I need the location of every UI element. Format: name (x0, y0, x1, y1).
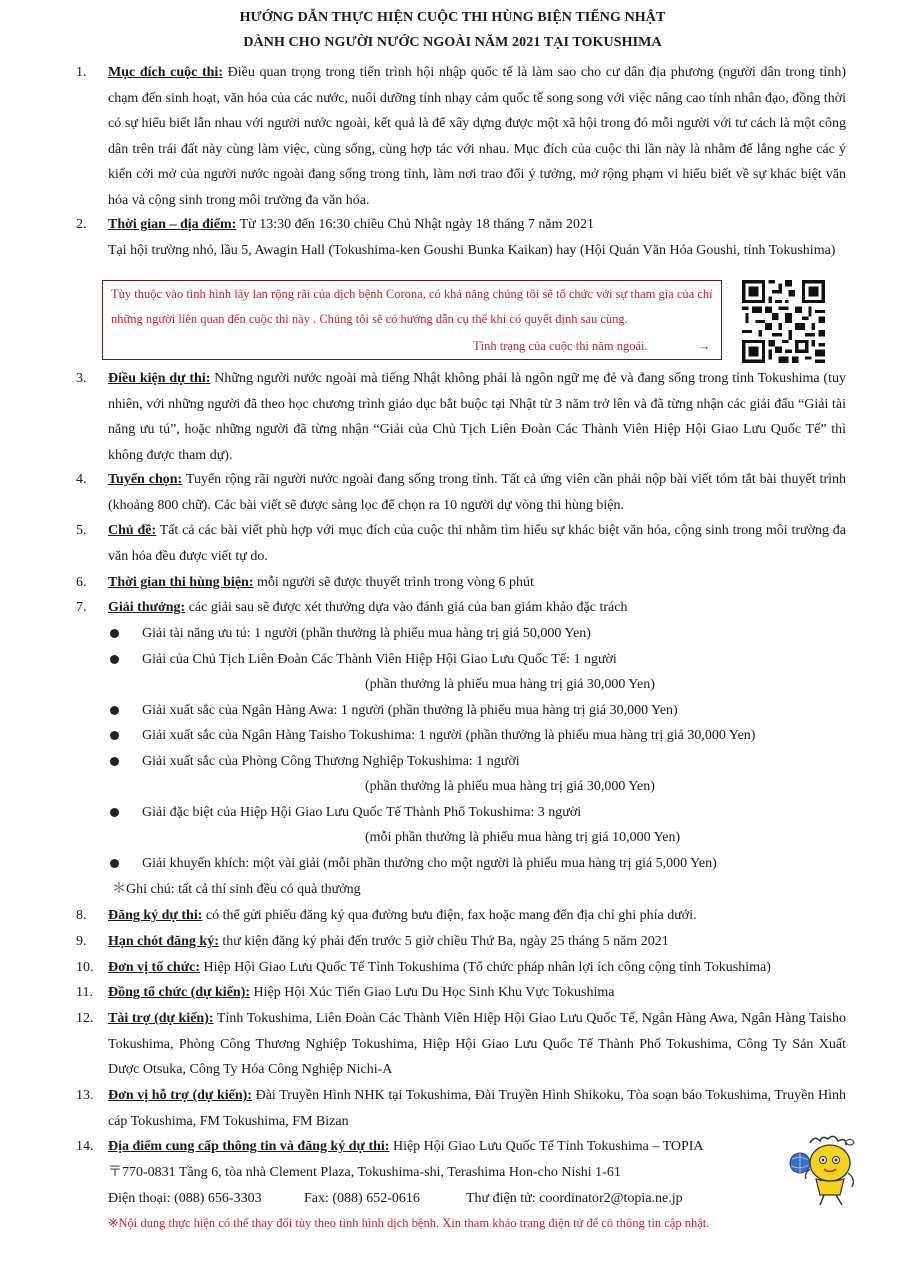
section-label: Đơn vị tổ chức: (108, 960, 200, 975)
section-text: Tuyển rộng rãi người nước ngoài đang sống trong tỉnh. Tất cả ứng viên cần phải nộp bài viết tóm tắt bài thuyết trình (khoảng 800 chữ). Các bài viết sẽ được sàng lọc để chọn ra 10 người dự vòng thi hùng biện. (108, 472, 846, 513)
award-item: Giải tài năng ưu tú: 1 người (phần thưởng là phiếu mua hàng trị giá 50,000 Yen) (110, 621, 591, 647)
section-label: Giải thưởng: (108, 600, 186, 615)
section-text: Đài Truyền Hình NHK tại Tokushima, Đài Truyền Hình Shikoku, Tòa soạn báo Tokushima, Truyền Hình cáp Tokushima, FM Tokushima, FM Bizan (108, 1088, 846, 1129)
section-number: 8. (76, 908, 87, 923)
section-number: 5. (76, 523, 87, 538)
section-number: 14. (76, 1139, 94, 1154)
contact-address: 〒770-0831 Tầng 6, tòa nhà Clement Plaza, Tokushima-shi, Terashima Hon-cho Nishi 1-61 (108, 1165, 621, 1180)
section-number: 10. (76, 960, 94, 975)
section-text: Hiệp Hội Giao Lưu Quốc Tế Tỉnh Tokushima – TOPIA (389, 1139, 704, 1154)
section-label: Mục đích cuộc thi: (108, 65, 223, 80)
arrow-right-icon: → (698, 339, 711, 353)
section-text: Những người nước ngoài mà tiếng Nhật không phải là ngôn ngữ mẹ đẻ và đang sống trong tỉnh Tokushima (tuy nhiên, với những người đã theo học chương trình giáo dục bắt buộc tại Nhật từ 3 năm trở lên và đã từng nhận các giải đấu “Giải tài năng ưu tú”, hoặc những người đã từng nhận “Giải của Chủ Tịch Liên Đoàn Các Thành Viên Hiệp Hội Giao Lưu Quốc Tế” thì không được tham dự). (108, 371, 846, 463)
section-text: có thể gửi phiếu đăng ký qua đường bưu điện, fax hoặc mang đến địa chỉ ghi phía dưới. (202, 908, 697, 923)
section-label: Điều kiện dự thi: (108, 371, 211, 386)
section-time-venue (76, 212, 846, 263)
section-topic (76, 518, 846, 569)
section-label: Thời gian – địa điểm: (108, 217, 237, 232)
bullet-icon (110, 808, 119, 817)
section-label: Hạn chót đăng ký: (108, 934, 219, 949)
document-title-line-2: DÀNH CHO NGƯỜI NƯỚC NGOÀI NĂM 2021 TẠI TOKUSHIMA (243, 35, 662, 50)
award-item: Giải xuất sắc của Ngân Hàng Taisho Tokushima: 1 người (phần thưởng là phiếu mua hàng trị giá 30,000 Yen) (110, 723, 755, 749)
section-selection (76, 467, 846, 518)
section-text: mỗi người sẽ được thuyết trình trong vòng 6 phút (253, 575, 534, 590)
section-number: 1. (76, 65, 87, 80)
section-number: 2. (76, 217, 87, 232)
section-label: Đơn vị hỗ trợ (dự kiến): (108, 1088, 252, 1103)
section-label: Thời gian thi hùng biện: (108, 575, 254, 590)
bullet-icon (110, 629, 119, 638)
section-text: các giải sau sẽ được xét thưởng dựa vào đánh giá của ban giám khảo đặc trách (185, 600, 628, 615)
section-supporters (76, 1083, 846, 1134)
bullet-icon (110, 706, 119, 715)
award-item-continuation: (phần thưởng là phiếu mua hàng trị giá 30,000 Yen) (365, 677, 655, 692)
section-registration (76, 903, 846, 929)
section-number: 4. (76, 472, 87, 487)
section-number: 6. (76, 575, 87, 590)
document-title-line-1: HƯỚNG DẪN THỰC HIỆN CUỘC THI HÙNG BIỆN TIẾNG NHẬT (239, 10, 666, 25)
section-text: thư kiện đăng ký phải đến trước 5 giờ chiều Thứ Ba, ngày 25 tháng 5 năm 2021 (218, 934, 669, 949)
award-item: Giải xuất sắc của Ngân Hàng Awa: 1 người (phần thưởng là phiếu mua hàng trị giá 30,000 Yen) (110, 698, 678, 724)
contact-phone: Điện thoại: (088) 656-3303 (108, 1191, 262, 1206)
section-awards (76, 595, 846, 621)
section-text: Điều quan trọng trong tiến trình hội nhập quốc tế là làm sao cho cư dân địa phương (người dân trong tỉnh) chạm đến sinh hoạt, văn hóa của các nước, nuôi dưỡng tính nhạy cảm quốc tế song song với việc nâng cao tính nhân đạo, đồng thời có sự hiểu biết lẫn nhau với người nước ngoài, kết quả là để xây dựng được một xã hội trong đó mỗi người với tư cách là một công dân trên trái đất này cùng làm việc, cùng sống, cùng hợp tác với nhau. Mục đích của cuộc thi lần này là nhằm để lắng nghe các ý kiến cởi mở của người nước ngoài đang sống trong tỉnh, làm nơi trao đổi ý tưởng, mở rộng phạm vi hiểu biết về sự khác biệt văn hóa và cộng sinh trong môi trường đa văn hóa. (108, 65, 846, 208)
section-co-organizer (76, 980, 846, 1006)
corona-notice-text: Tùy thuộc vào tình hình lây lan rộng rãi của dịch bệnh Corona, có khả năng chúng tôi sẽ tổ chức với sự tham gia của chỉ những người liên quan đến cuộc thi này . Chúng tôi sẽ có hướng dẫn cụ thể khi có quyết định sau cùng. (111, 287, 713, 326)
last-year-status-link[interactable]: Tình trạng của cuộc thi năm ngoái. (473, 339, 648, 353)
bullet-icon (110, 859, 119, 868)
section-eligibility (76, 366, 846, 468)
section-number: 11. (76, 985, 93, 1000)
section-purpose (76, 60, 846, 213)
section-text: Từ 13:30 đến 16:30 chiều Chủ Nhật ngày 18 tháng 7 năm 2021 (236, 217, 595, 232)
section-number: 3. (76, 371, 87, 386)
award-item-continuation: (phần thưởng là phiếu mua hàng trị giá 30,000 Yen) (365, 779, 655, 794)
awards-note: ＊Ghi chú: tất cả thí sinh đều có quà thưởng (112, 882, 361, 897)
venue-text: Tại hội trường nhỏ, lầu 5, Awagin Hall (Tokushima-ken Goushi Bunka Kaikan) hay (Hội Quán Văn Hóa Goushi, tỉnh Tokushima) (108, 242, 836, 258)
corona-notice-box (102, 280, 722, 360)
section-text: Tất cả các bài viết phù hợp với mục đích của cuộc thi nhằm tìm hiểu sự khác biệt văn hóa, cộng sinh trong môi trường đa văn hóa đều được viết tự do. (108, 523, 846, 564)
bullet-icon (110, 757, 119, 766)
section-organizer (76, 955, 846, 981)
award-item: Giải của Chủ Tịch Liên Đoàn Các Thành Viên Hiệp Hội Giao Lưu Quốc Tế: 1 người (110, 647, 617, 673)
qr-code-icon[interactable] (742, 280, 825, 363)
section-label: Tài trợ (dự kiến): (108, 1011, 214, 1026)
section-label: Địa điểm cung cấp thông tin và đăng ký dự thi: (108, 1139, 390, 1154)
section-number: 7. (76, 600, 87, 615)
contact-email[interactable]: Thư điện tử: coordinator2@topia.ne.jp (466, 1191, 683, 1206)
section-contact (76, 1134, 846, 1160)
section-deadline (76, 929, 846, 955)
bullet-icon (110, 731, 119, 740)
section-number: 13. (76, 1088, 94, 1103)
bullet-icon (110, 655, 119, 664)
section-label: Tuyển chọn: (108, 472, 183, 487)
section-text: Hiệp Hội Giao Lưu Quốc Tế Tỉnh Tokushima (Tổ chức pháp nhân lợi ích công cộng tỉnh Tokushima) (199, 960, 771, 975)
award-item: Giải đặc biệt của Hiệp Hội Giao Lưu Quốc Tế Thành Phố Tokushima: 3 người (110, 800, 581, 826)
section-speech-time (76, 570, 846, 596)
section-number: 9. (76, 934, 87, 949)
section-label: Chủ đề: (108, 523, 157, 538)
section-text: Tỉnh Tokushima, Liên Đoàn Các Thành Viên Hiệp Hội Giao Lưu Quốc Tế, Ngân Hàng Awa, Ngân Hàng Taisho Tokushima, Phòng Công Thương Nghiệp Tokushima, Hiệp Hội Giao Lưu Quốc Tế Thành Phố Tokushima, Công Ty Sản Xuất Dược Otsuka, Công Ty Hóa Công Nghiệp Nichi-A (108, 1011, 846, 1077)
award-item: Giải khuyến khích: một vài giải (mỗi phần thưởng cho một người là phiếu mua hàng trị giá 5,000 Yen) (110, 851, 717, 877)
section-sponsors (76, 1006, 846, 1083)
award-item-continuation: (mỗi phần thưởng là phiếu mua hàng trị giá 10,000 Yen) (365, 830, 681, 845)
award-item: Giải xuất sắc của Phòng Công Thương Nghiệp Tokushima: 1 người (110, 749, 520, 775)
section-label: Đồng tổ chức (dự kiến): (108, 985, 251, 1000)
section-number: 12. (76, 1011, 94, 1026)
update-footnote: ※Nội dung thực hiện có thể thay đổi tùy theo tình hình dịch bệnh. Xin tham khảo trang điện tử để có thông tin cập nhật. (108, 1216, 710, 1230)
contact-fax: Fax: (088) 652-0616 (304, 1191, 420, 1206)
section-label: Đăng ký dự thi: (108, 908, 203, 923)
mascot-icon (786, 1133, 862, 1209)
section-text: Hiệp Hội Xúc Tiến Giao Lưu Du Học Sinh Khu Vực Tokushima (250, 985, 615, 1000)
